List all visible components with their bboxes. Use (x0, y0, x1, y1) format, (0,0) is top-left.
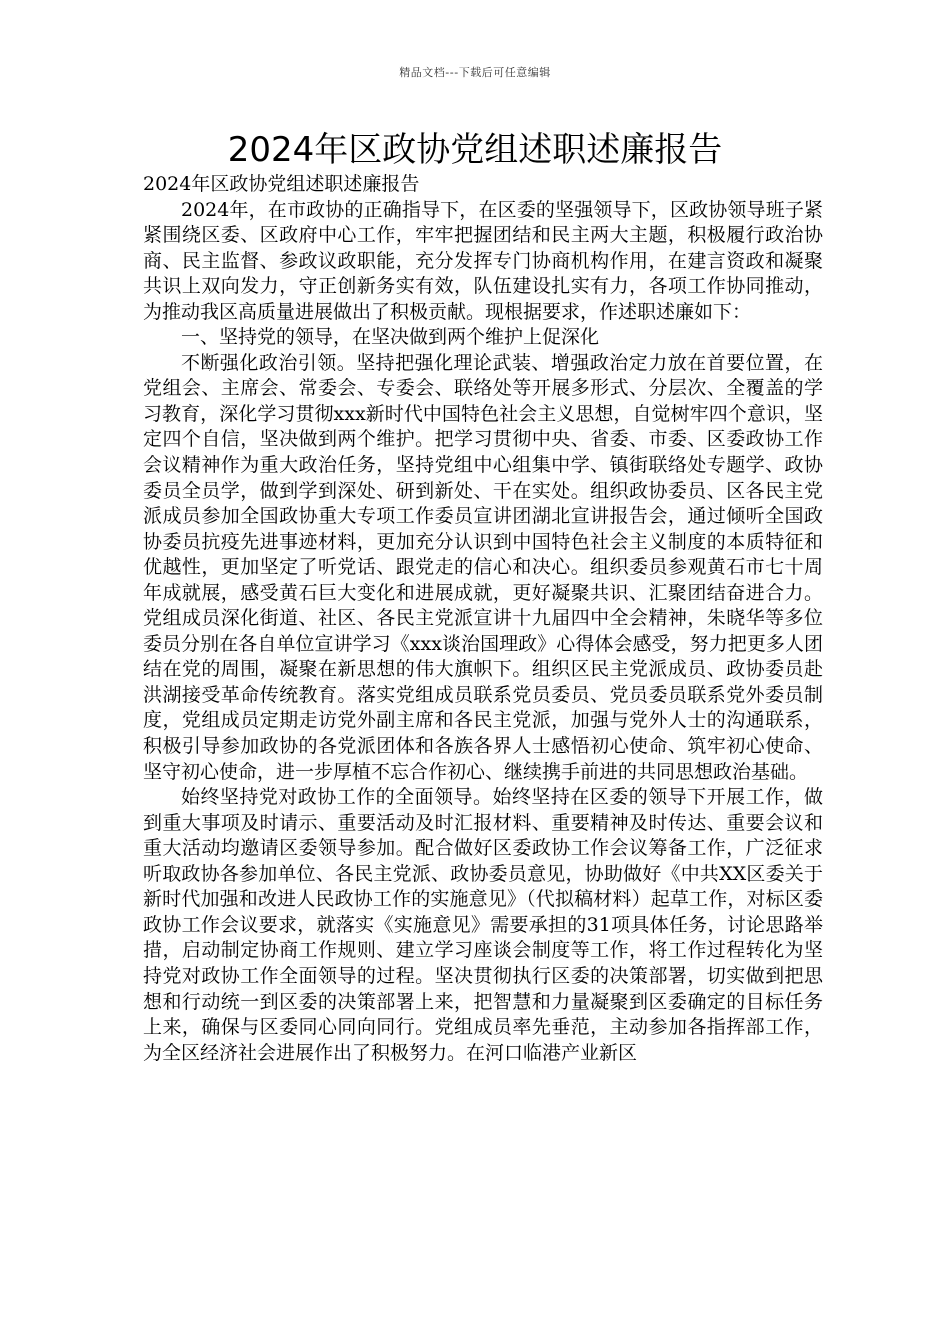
subtitle-paragraph: 2024年区政协党组述职述廉报告 (143, 173, 420, 195)
body-paragraph: 始终坚持党对政协工作的全面领导。始终坚持在区委的领导下开展工作，做到重大事项及时请示、重要活动及时汇报材料、重要精神及时传达、重要会议和重大活动均邀请区委领导参加。配合做好区委政协工作会议筹备工作，广泛征求听取政协各参加单位、各民主党派、政协委员意见，协助做好《中共XX区委关于新时代加强和改进人民政协工作的实施意见》（代拟稿材料）起草工作，对标区委政协工作会议要求，就落实《实施意见》需要承担的31项具体任务，讨论思路举措，启动制定协商工作规则、建立学习座谈会制度等工作，将工作过程转化为坚持党对政协工作全面领导的过程。坚决贯彻执行区委的决策部署，切实做到把思想和行动统一到区委的决策部署上来，把智慧和力量凝聚到区委确定的目标任务上来，确保与区委同心同向同行。党组成员率先垂范，主动参加各指挥部工作，为全区经济社会进展作出了积极努力。在河口临港产业新区 (143, 786, 823, 1064)
section-heading: 一、坚持党的领导，在坚决做到两个维护上促深化 (181, 326, 600, 349)
header-note: 精品文档---下载后可任意编辑 (399, 66, 551, 79)
body-paragraph: 不断强化政治引领。坚持把强化理论武装、增强政治定力放在首要位置，在党组会、主席会、常委会、专委会、联络处等开展多形式、分层次、全覆盖的学习教育，深化学习贯彻xxx新时代中国特色社会主义思想，自觉树牢四个意识，坚定四个自信，坚决做到两个维护。把学习贯彻中央、省委、市委、区委政协工作会议精神作为重大政治任务，坚持党组中心组集中学、镇街联络处专题学、政协委员全员学，做到学到深处、研到新处、干在实处。组织政协委员、区各民主党派成员参加全国政协重大专项工作委员宣讲团湖北宣讲报告会，通过倾听全国政协委员抗疫先进事迹材料，更加充分认识到中国特色社会主义制度的本质特征和优越性，更加坚定了听党话、跟党走的信心和决心。组织委员参观黄石市七十周年成就展，感受黄石巨大变化和进展成就，更好凝聚共识、汇聚团结奋进合力。党组成员深化街道、社区、各民主党派宣讲十九届四中全会精神，朱晓华等多位委员分别在各自单位宣讲学习《xxx谈治国理政》心得体会感受，努力把更多人团结在党的周围，凝聚在新思想的伟大旗帜下。组织区民主党派成员、政协委员赴洪湖接受革命传统教育。落实党组成员联系党员委员、党员委员联系党外委员制度，党组成员定期走访党外副主席和各民主党派，加强与党外人士的沟通联系，积极引导参加政协的各党派团体和各族各界人士感悟初心使命、筑牢初心使命、坚守初心使命，进一步厚植不忘合作初心、继续携手前进的共同思想政治基础。 (143, 351, 823, 783)
body-paragraph: 2024年，在市政协的正确指导下，在区委的坚强领导下，区政协领导班子紧紧围绕区委、区政府中心工作，牢牢把握团结和民主两大主题，积极履行政治协商、民主监督、参政议政职能，充分发挥专门协商机构作用，在建言资政和凝聚共识上双向发力，守正创新务实有效，队伍建设扎实有力，各项工作协同推动，为推动我区高质量进展做出了积极贡献。现根据要求，作述职述廉如下： (143, 198, 823, 323)
document-body (143, 172, 823, 1066)
page-title: 2024年区政协党组述职述廉报告 (227, 130, 723, 170)
